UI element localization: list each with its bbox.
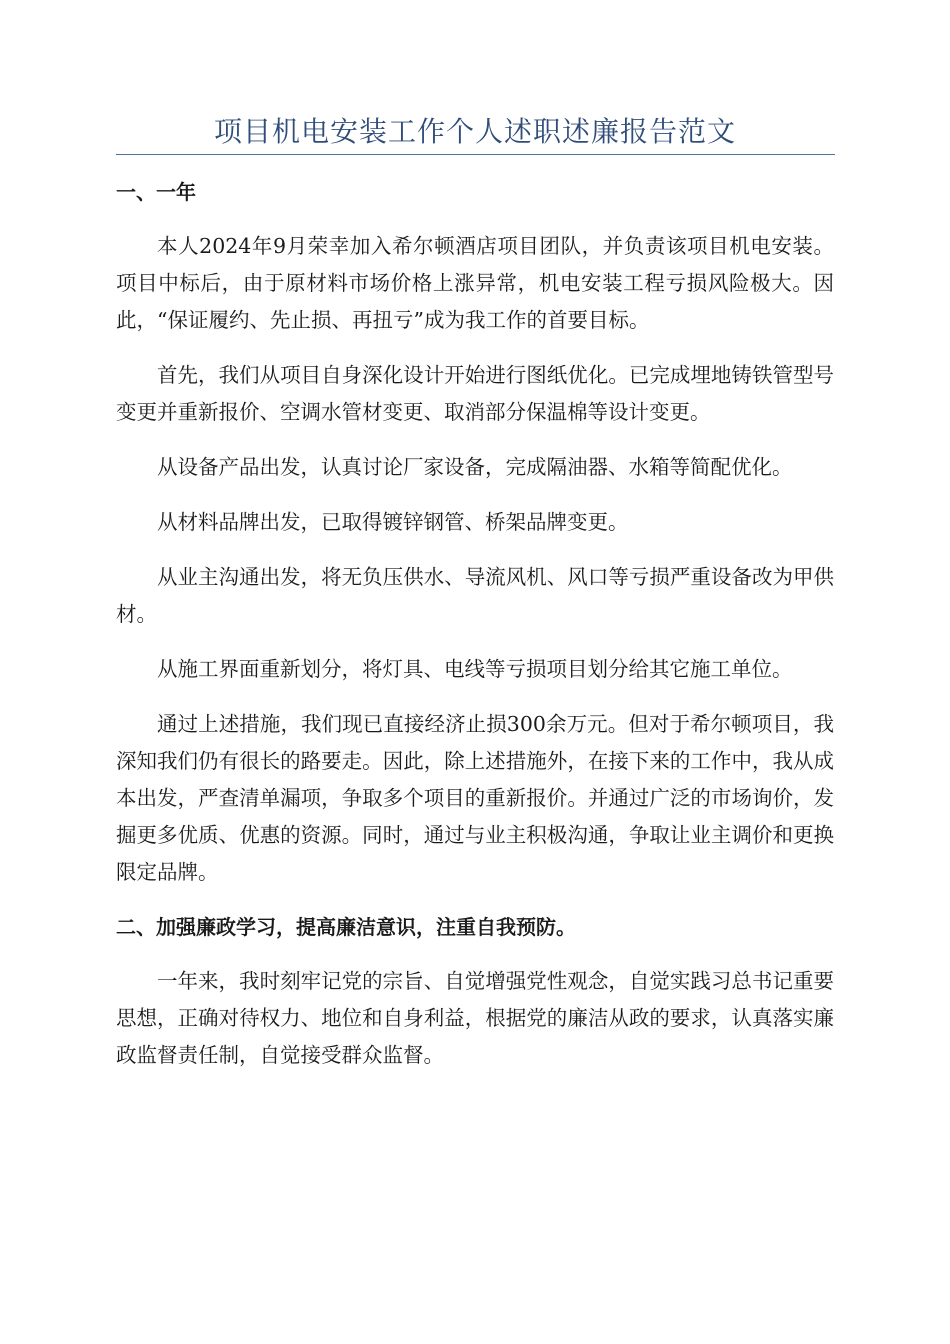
section-heading: 一、一年 [116,180,196,204]
paragraph: 从施工界面重新划分，将灯具、电线等亏损项目划分给其它施工单位。 [157,657,793,681]
paragraph: 通过上述措施，我们现已直接经济止损300余万元。但对于希尔顿项目，我深知我们仍有很长的路要走。因此，除上述措施外，在接下来的工作中，我从成本出发，严查清单漏项，争取多个项目的重新报价。并通过广泛的市场询价，发掘更多优质、优惠的资源。同时，通过与业主积极沟通，争取让业主调价和更换限定品牌。 [116,712,834,884]
paragraph: 从材料品牌出发，已取得镀锌钢管、桥架品牌变更。 [157,510,629,534]
title-underline [116,154,835,155]
paragraph: 本人2024年9月荣幸加入希尔顿酒店项目团队，并负责该项目机电安装。项目中标后，由于原材料市场价格上涨异常，机电安装工程亏损风险极大。因此，“保证履约、先止损、再扭亏”成为我工作的首要目标。 [116,234,834,332]
section-heading: 二、加强廉政学习，提高廉洁意识，注重自我预防。 [116,915,576,939]
paragraph: 从业主沟通出发，将无负压供水、导流风机、风口等亏损严重设备改为甲供材。 [116,565,834,626]
paragraph: 一年来，我时刻牢记党的宗旨、自觉增强党性观念，自觉实践习总书记重要思想，正确对待权力、地位和自身利益，根据党的廉洁从政的要求，认真落实廉政监督责任制，自觉接受群众监督。 [116,969,834,1067]
paragraph: 首先，我们从项目自身深化设计开始进行图纸优化。已完成埋地铸铁管型号变更并重新报价、空调水管材变更、取消部分保温棉等设计变更。 [116,363,834,424]
section-2 [116,909,834,1074]
document-title: 项目机电安装工作个人述职述廉报告范文 [213,115,736,148]
section-1 [116,174,834,891]
document-body [116,174,834,1092]
paragraph: 从设备产品出发，认真讨论厂家设备，完成隔油器、水箱等简配优化。 [157,455,793,479]
